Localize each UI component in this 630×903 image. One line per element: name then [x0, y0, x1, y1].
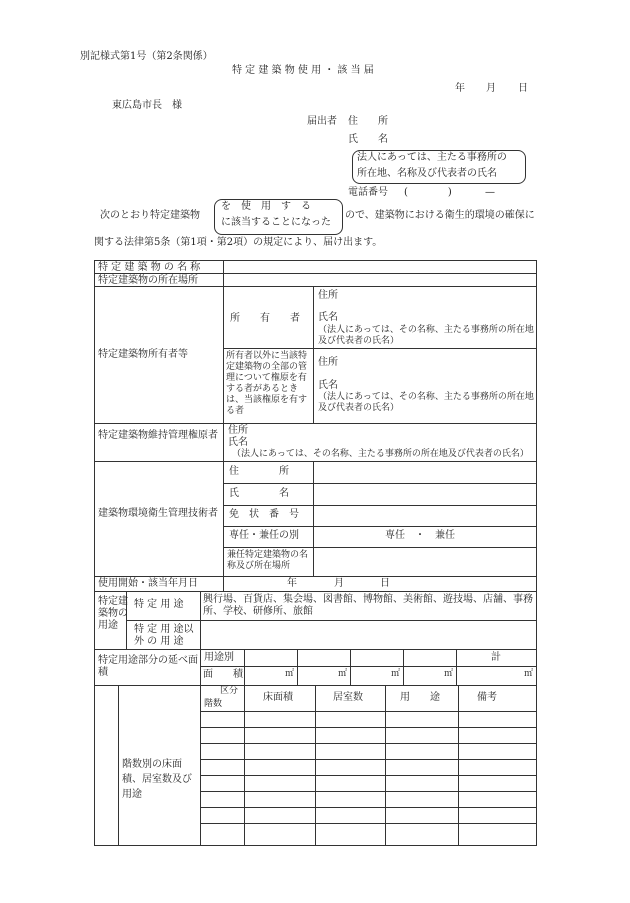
area-label: 面 積 [203, 669, 243, 680]
other-name-label: 氏名 [318, 380, 338, 391]
col-use: 用 途 [400, 692, 440, 703]
other-use-label: 特 定 用 途以 外 の 用 途 [134, 624, 194, 647]
eng-status-value[interactable]: 専任 ・ 兼任 [385, 530, 455, 541]
purpose-group-label: 特定建築物の用途 [98, 596, 128, 631]
notifier-name-label: 氏 名 [348, 134, 388, 145]
owner-label: 所 有 者 [230, 313, 300, 324]
phone-label: 電話番号 [348, 187, 388, 198]
choice-applicable[interactable]: に該当することになった [221, 217, 331, 228]
other-corp-note: （法人にあっては、その名称、主たる事務所の所在地及び代表者の氏名） [318, 392, 534, 413]
col-floor-area: 床面積 [263, 692, 293, 703]
building-location-label: 特定建築物の所在場所 [98, 275, 198, 286]
owner-group-label: 特定建築物所有者等 [98, 349, 188, 360]
body-line1-b: ので、建築物における衛生的環境の確保に [345, 210, 535, 221]
eng-name-label: 氏 名 [229, 488, 289, 499]
floor-section-label: 階数別の床面積、居室数及び用途 [122, 759, 192, 800]
choice-use[interactable]: を 使 用 す る [221, 201, 311, 212]
body-line1-a: 次のとおり特定建築物 [100, 210, 200, 221]
maintenance-label: 特定建築物維持管理権原者 [98, 430, 218, 441]
kaisu-label: 階数 [204, 699, 223, 709]
sqm-total: ㎡ [524, 669, 534, 679]
sqm-4: ㎡ [444, 669, 454, 679]
start-date-label: 使用開始・該当年月日 [98, 578, 198, 589]
use-type-label: 用途別 [204, 652, 234, 663]
sqm-1: ㎡ [285, 669, 295, 679]
maint-name-label: 氏名 [228, 437, 248, 448]
floor-area-label: 特定用途部分の延べ面積 [98, 655, 198, 678]
date-year: 年 [455, 83, 465, 94]
eng-license-label: 免 状 番 号 [229, 509, 299, 520]
other-address-label: 住所 [318, 357, 338, 368]
date-day: 日 [518, 83, 528, 94]
start-month: 月 [334, 578, 344, 589]
total-label: 計 [491, 652, 501, 663]
maint-address-label: 住所 [228, 425, 248, 436]
document-title: 特 定 建 築 物 使 用 ・ 該 当 届 [232, 65, 374, 76]
body-line2: 関する法律第5条（第1項・第2項）の規定により、届け出ます。 [94, 237, 383, 248]
eng-concurrent-label: 兼任特定建築物の名称及び所在場所 [227, 550, 309, 571]
start-year: 年 [287, 578, 297, 589]
col-remarks: 備考 [477, 692, 497, 703]
specific-use-value: 興行場、百貨店、集会場、図書館、博物館、美術館、遊技場、店舗、事務所、学校、研修所、旅館 [203, 594, 533, 617]
eng-address-label: 住 所 [229, 466, 289, 477]
owner-other-label: 所有者以外に当該特定建築物の全部の管理について権原を有する者があるときは、当該権原を有する者 [226, 351, 308, 416]
building-name-label: 特 定 建 築 物 の 名 称 [98, 262, 201, 273]
notifier-label: 届出者 [307, 116, 337, 127]
sqm-3: ㎡ [391, 669, 401, 679]
start-day: 日 [380, 578, 390, 589]
addressee: 東広島市長 様 [112, 100, 182, 111]
form-number: 別記様式第1号（第2条関係） [80, 51, 213, 62]
specific-use-label: 特 定 用 途 [134, 599, 184, 610]
owner-corp-note: （法人にあっては、その名称、主たる事務所の所在地及び代表者の氏名） [318, 325, 534, 346]
date-month: 月 [486, 83, 496, 94]
eng-status-label: 専任・兼任の別 [229, 530, 299, 541]
corp-note-line1: 法人にあっては、主たる事務所の [357, 152, 507, 163]
phone-parens: ( ) [404, 187, 452, 198]
kubun-label: 区分 [220, 686, 239, 696]
maint-corp-note: （法人にあっては、その名称、主たる事務所の所在地及び代表者の氏名） [232, 449, 529, 459]
phone-dash: — [485, 187, 495, 198]
notifier-address-label: 住 所 [348, 116, 388, 127]
owner-address-label: 住所 [318, 290, 338, 301]
sqm-2: ㎡ [338, 669, 348, 679]
corp-note-line2: 所在地、名称及び代表者の氏名 [357, 168, 497, 179]
owner-name-label: 氏名 [318, 312, 338, 323]
engineer-label: 建築物環境衛生管理技術者 [98, 508, 218, 519]
col-rooms: 居室数 [333, 692, 363, 703]
